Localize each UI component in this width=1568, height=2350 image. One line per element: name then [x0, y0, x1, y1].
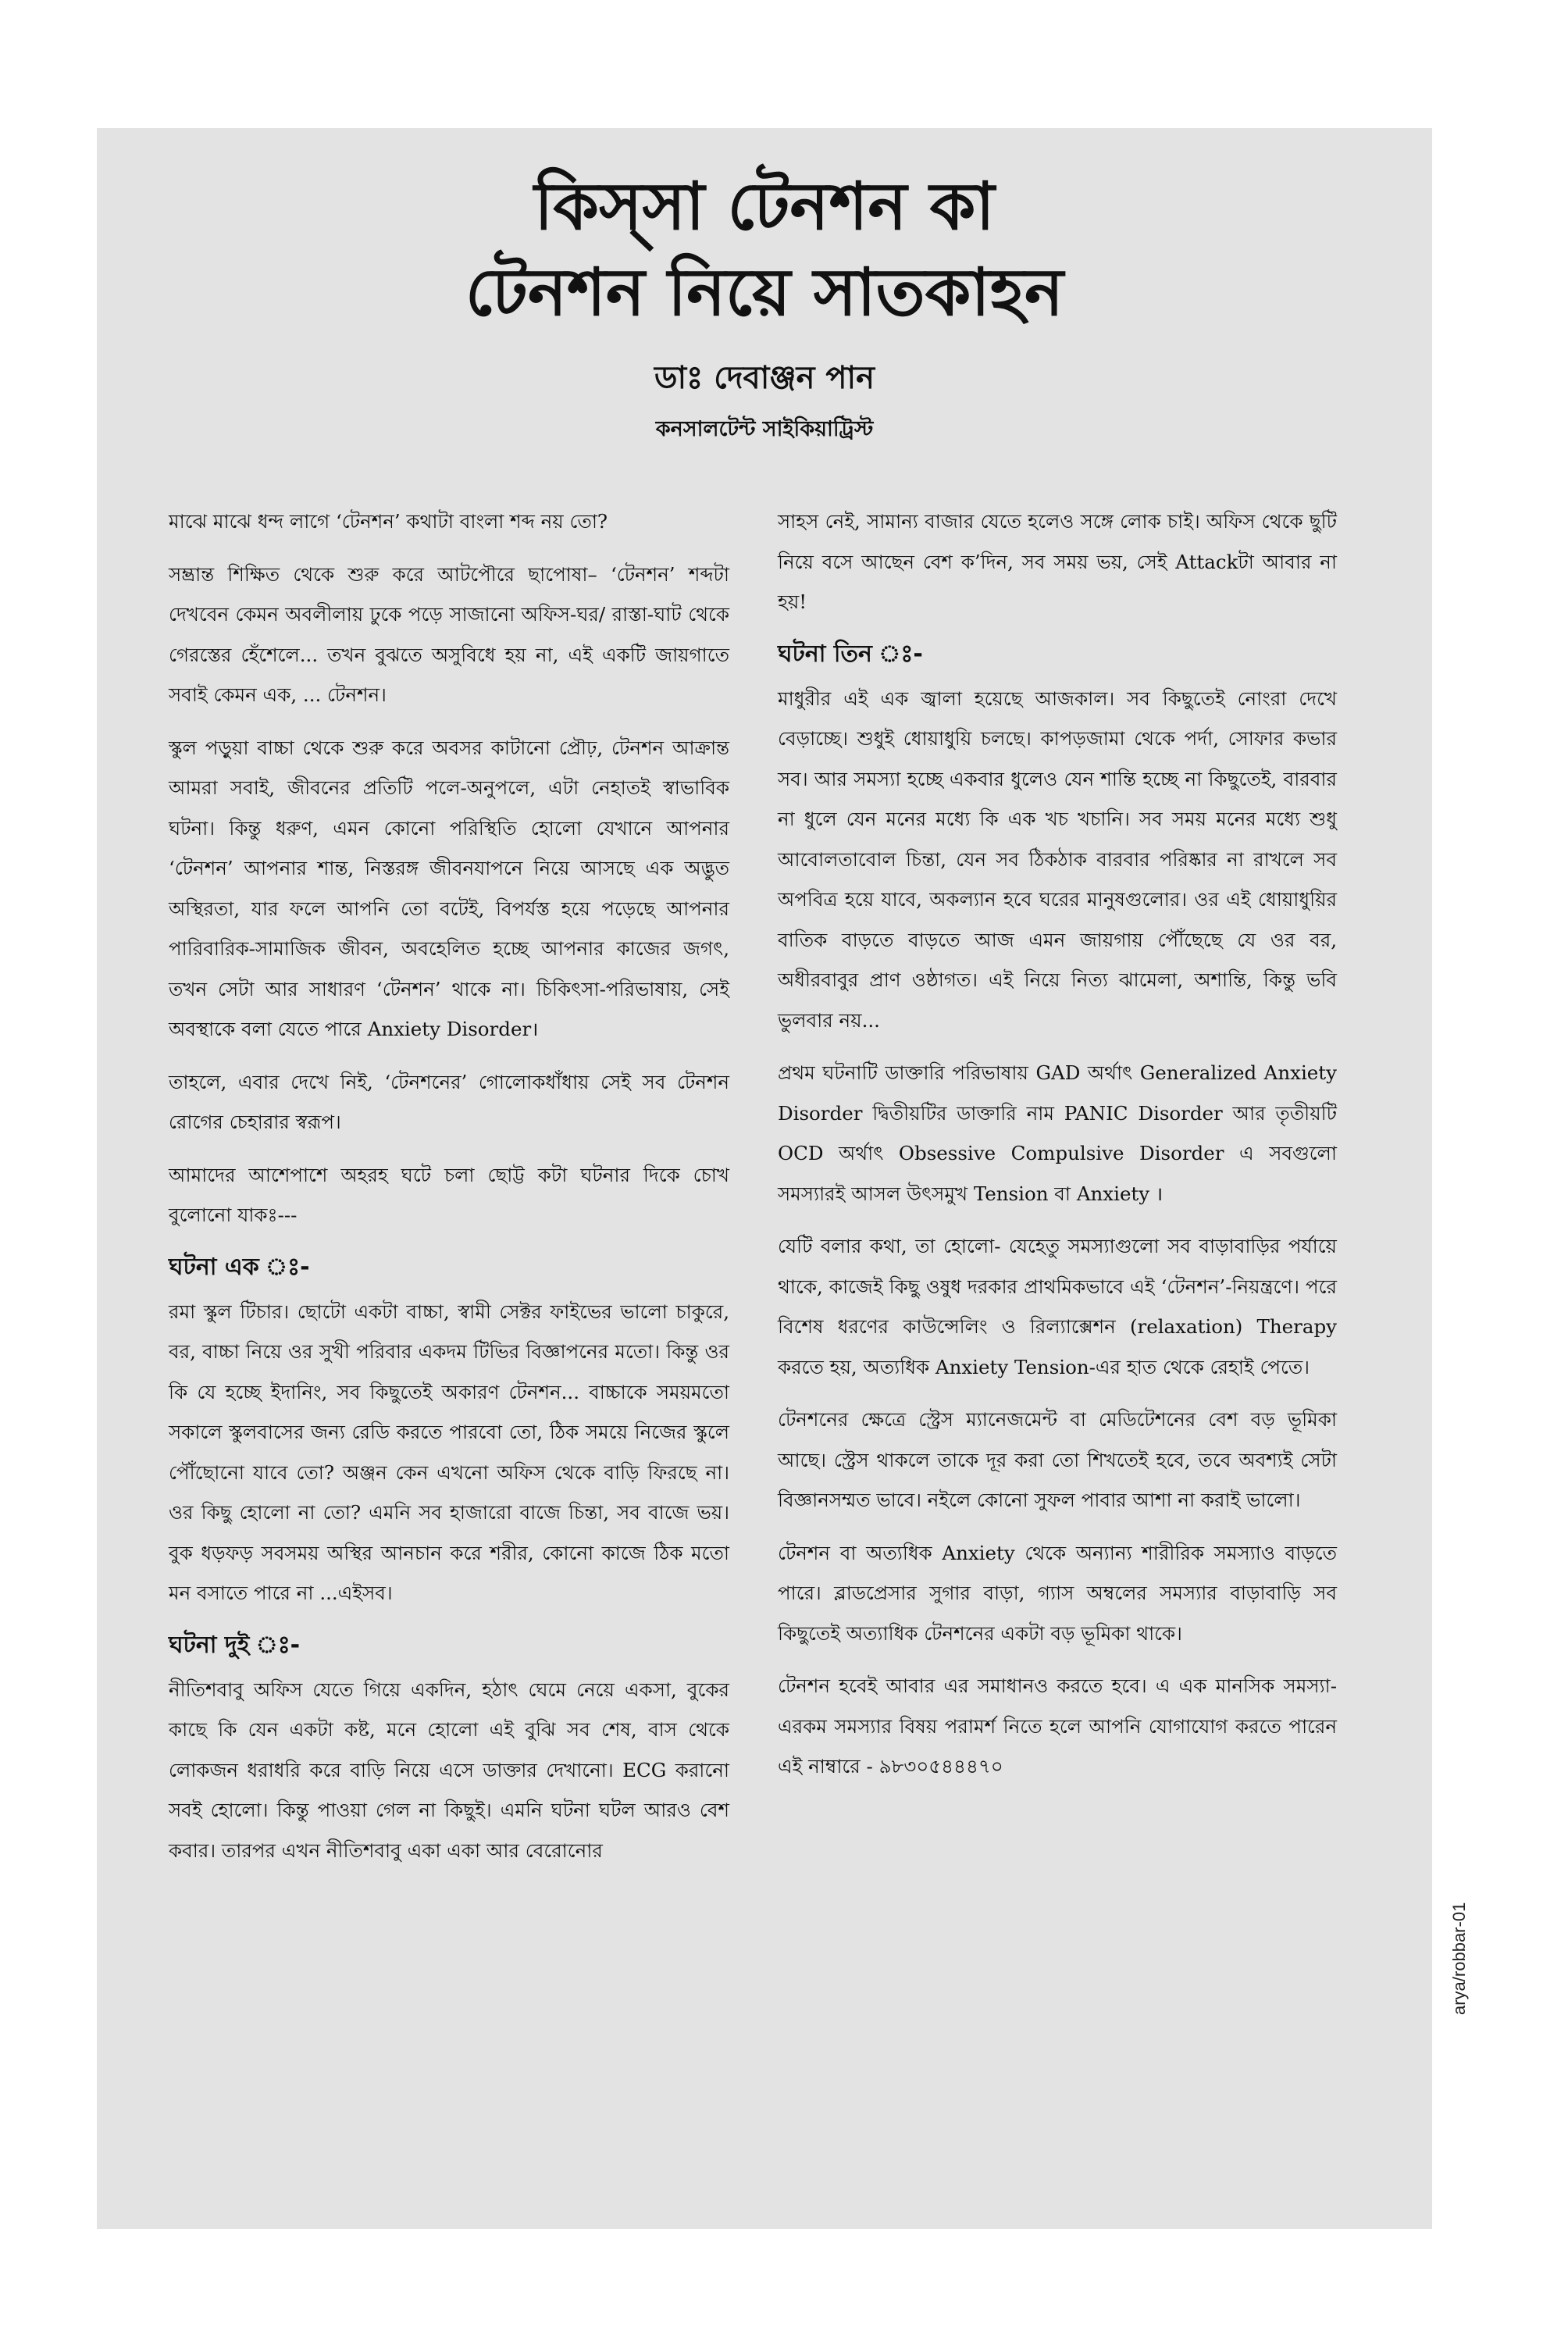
- paragraph: টেনশন হবেই আবার এর সমাধানও করতে হবে। এ এক মানসিক সমস্যা- এরকম সমস্যার বিষয় পরামর্শ নিতে হলে আপনি যোগাযোগ করতে পারেন এই নাম্বারে - ৯৮৩০৫৪৪৪৭০: [778, 1674, 1337, 1778]
- article-panel: [97, 128, 1432, 2229]
- paragraph: তাহলে, এবার দেখে নিই, ‘টেনশনের’ গোলোকধাঁধায় সেই সব টেনশন রোগের চেহারার স্বরূপ।: [169, 1070, 729, 1133]
- title-line-1: কিস্‌সা টেনশন কা: [534, 168, 995, 244]
- paragraph: সম্ভ্রান্ত শিক্ষিত থেকে শুরু করে আটপৌরে ছাপোষা– ‘টেনশন’ শব্দটা দেখবেন কেমন অবলীলায় ঢুকে পড়ে সাজানো অফিস-ঘর/ রাস্তা-ঘাট থেকে গেরস্তের হেঁশেলে... তখন বুঝতে অসুবিধে হয় না, এই একটি জায়গাতে সবাই কেমন এক, ... টেনশন।: [169, 562, 729, 706]
- paragraph: প্রথম ঘটনাটি ডাক্তারি পরিভাষায় GAD অর্থাৎ Generalized Anxiety Disorder দ্বিতীয়টির ডাক্তারি নাম PANIC Disorder আর তৃতীয়টি OCD অর্থাৎ Obsessive Compulsive Disorder এ সবগুলো সমস্যারই আসল উৎসমুখ Tension বা Anxiety ।: [778, 1061, 1337, 1205]
- paragraph: আমাদের আশেপাশে অহরহ ঘটে চলা ছোট্ট কটা ঘটনার দিকে চোখ বুলোনো যাকঃ---: [169, 1163, 729, 1226]
- paragraph: টেনশন বা অত্যধিক Anxiety থেকে অন্যান্য শারীরিক সমস্যাও বাড়তে পারে। ব্লাডপ্রেসার সুগার বাড়া, গ্যাস অম্বলের সমস্যার বাড়াবাড়ি সব কিছুতেই অত্যাধিক টেনশনের একটা বড় ভূমিকা থাকে।: [778, 1541, 1337, 1645]
- section-heading-two: ঘটনা দুই ঃ-: [169, 1631, 301, 1659]
- side-code-label: arya/robbar-01: [1449, 1902, 1469, 2015]
- author-designation: কনসালটেন্ট সাইকিয়াট্রিস্ট: [655, 417, 874, 441]
- paragraph: টেনশনের ক্ষেত্রে স্ট্রেস ম্যানেজমেন্ট বা মেডিটেশনের বেশ বড় ভূমিকা আছে। স্ট্রেস থাকলে তাকে দূর করা তো শিখতেই হবে, তবে অবশ্যই সেটা বিজ্ঞানসম্মত ভাবে। নইলে কোনো সুফল পাবার আশা না করাই ভালো।: [778, 1408, 1337, 1511]
- author-name: ডাঃ দেবাঞ্জন পান: [654, 360, 875, 396]
- paragraph: নীতিশবাবু অফিস যেতে গিয়ে একদিন, হঠাৎ ঘেমে নেয়ে একসা, বুকের কাছে কি যেন একটা কষ্ট, মনে হোলো এই বুঝি সব শেষ, বাস থেকে লোকজন ধরাধরি করে বাড়ি নিয়ে এসে ডাক্তার দেখানো। ECG করানো সবই হোলো। কিন্তু পাওয়া গেল না কিছুই। এমনি ঘটনা ঘটল আরও বেশ কবার। তারপর এখন নীতিশবাবু একা একা আর বেরোনোর: [169, 1678, 729, 1862]
- paragraph: রমা স্কুল টিচার। ছোটো একটা বাচ্চা, স্বামী সেক্টর ফাইভের ভালো চাকুরে, বর, বাচ্চা নিয়ে ওর সুখী পরিবার একদম টিভির বিজ্ঞাপনের মতো। কিন্তু ওর কি যে হচ্ছে ইদানিং, সব কিছুতেই অকারণ টেনশন... বাচ্চাকে সময়মতো সকালে স্কুলবাসের জন্য রেডি করতে পারবো তো, ঠিক সময়ে নিজের স্কুলে পৌঁছোনো যাবে তো? অঞ্জন কেন এখনো অফিস থেকে বাড়ি ফিরছে না। ওর কিছু হোলো না তো? এমনি সব হাজারো বাজে চিন্তা, সব বাজে ভয়। বুক ধড়ফড় সবসময় অস্থির আনচান করে শরীর, কোনো কাজে ঠিক মতো মন বসাতে পারে না ...এইসব।: [169, 1300, 729, 1604]
- section-heading-one: ঘটনা এক ঃ-: [169, 1253, 310, 1281]
- left-column: [169, 501, 729, 1883]
- right-column: [778, 501, 1337, 1799]
- paragraph: মাধুরীর এই এক জ্বালা হয়েছে আজকাল। সব কিছুতেই নোংরা দেখে বেড়াচ্ছে। শুধুই ধোয়াধুয়ি চলছে। কাপড়জামা থেকে পর্দা, সোফার কভার সব। আর সমস্যা হচ্ছে একবার ধুলেও যেন শান্তি হচ্ছে না কিছুতেই, বারবার না ধুলে যেন মনের মধ্যে কি এক খচ খচানি। সব সময় মনের মধ্যে শুধু আবোলতাবোল চিন্তা, যেন সব ঠিকঠাক বারবার পরিষ্কার না রাখলে সব অপবিত্র হয়ে যাবে, অকল্যান হবে ঘরের মানুষগুলোর। ওর এই ধোয়াধুয়ির বাতিক বাড়তে বাড়তে আজ এমন জায়গায় পৌঁছেছে যে ওর বর, অধীরবাবুর প্রাণ ওষ্ঠাগত। এই নিয়ে নিত্য ঝামেলা, অশান্তি, কিন্তু ভবি ভুলবার নয়...: [778, 686, 1337, 1032]
- section-heading-three: ঘটনা তিন ঃ-: [778, 640, 923, 668]
- paragraph: যেটি বলার কথা, তা হোলো- যেহেতু সমস্যাগুলো সব বাড়াবাড়ির পর্যায়ে থাকে, কাজেই কিছু ওষুধ দরকার প্রাথমিকভাবে এই ‘টেনশন’-নিয়ন্ত্রণে। পরে বিশেষ ধরণের কাউন্সেলিং ও রিল্যাক্সেশন (relaxation) Therapy করতে হয়, অত্যধিক Anxiety Tension-এর হাত থেকে রেহাই পেতে।: [778, 1235, 1337, 1378]
- paragraph: সাহস নেই, সামান্য বাজার যেতে হলেও সঙ্গে লোক চাই। অফিস থেকে ছুটি নিয়ে বসে আছেন বেশ ক’দিন, সব সময় ভয়, সেই Attackটা আবার না হয়!: [778, 510, 1337, 613]
- title-line-2: টেনশন নিয়ে সাতকাহন: [465, 254, 1064, 330]
- paragraph: মাঝে মাঝে ধন্দ লাগে ‘টেনশন’ কথাটা বাংলা শব্দ নয় তো?: [169, 510, 608, 533]
- paragraph: স্কুল পড়ুয়া বাচ্চা থেকে শুরু করে অবসর কাটানো প্রৌঢ়, টেনশন আক্রান্ত আমরা সবাই, জীবনের প্রতিটি পলে-অনুপলে, এটা নেহাতই স্বাভাবিক ঘটনা। কিন্তু ধরুণ, এমন কোনো পরিস্থিতি হোলো যেখানে আপনার ‘টেনশন’ আপনার শান্ত, নিস্তরঙ্গ জীবনযাপনে নিয়ে আসছে এক অদ্ভুত অস্থিরতা, যার ফলে আপনি তো বটেই, বিপর্যস্ত হয়ে পড়েছে আপনার পারিবারিক-সামাজিক জীবন, অবহেলিত হচ্ছে আপনার কাজের জগৎ, তখন সেটা আর সাধারণ ‘টেনশন’ থাকে না। চিকিৎসা-পরিভাষায়, সেই অবস্থাকে বলা যেতে পারে Anxiety Disorder।: [169, 736, 729, 1040]
